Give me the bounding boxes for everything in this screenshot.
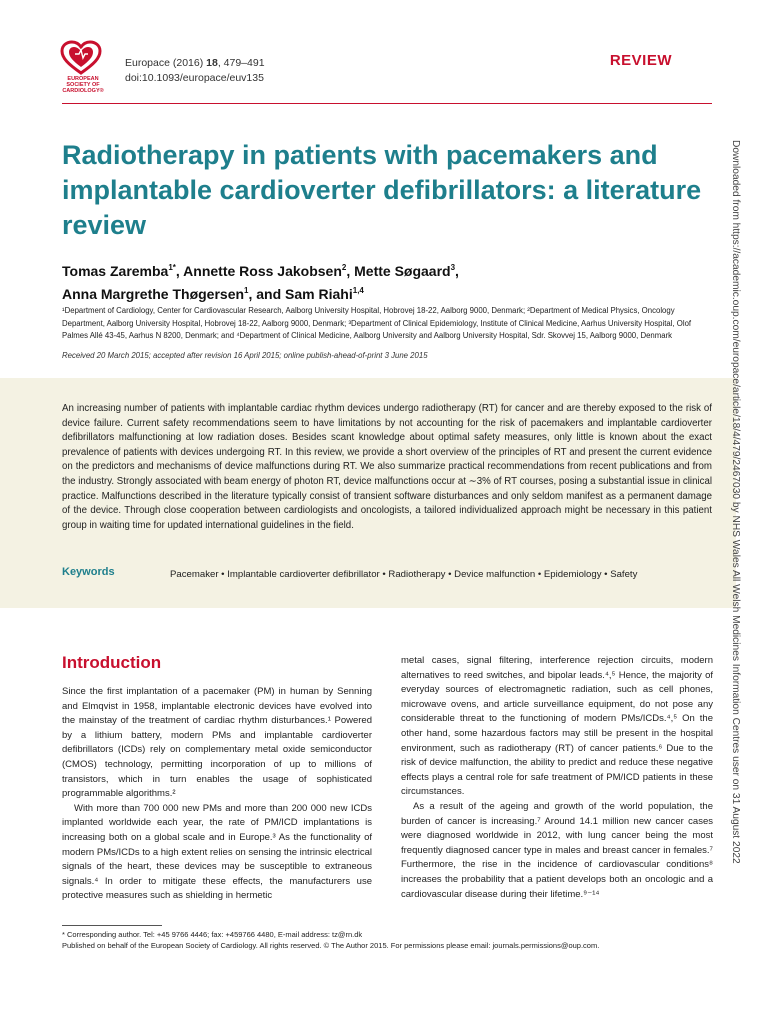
paragraph: Since the first implantation of a pacemaker (PM) in human by Senning and Elmqvist in 1958, implantable electronic devices have evolved into the mainstay of the treatment of cardiac rhythm disturbances.¹ Powered by a lithium battery, modern PMs and implantable cardioverter defibrillators (ICDs) rely on complementary metal oxide semiconductor (CMOS) technology, permitting incorporation of up to millions of transistors, which in turn enables the usage of sophisticated programmable algorithms.²: [62, 686, 372, 800]
journal-name: Europace (2016): [125, 57, 207, 69]
paragraph: With more than 700 000 new PMs and more than 200 000 new ICDs implanted worldwide each year, the rate of PM/ICD implantations is increasing both on a global scale and in Europe.³ As the functionality of modern PMs/ICDs to a high extent relies on sensing the intrinsic electrical signals of the heart, these devices may be susceptible to extraneous signals.⁴ In order to mitigate these effects, the manufacturers use protective measures such as shielding in hermetic: [62, 802, 372, 902]
keywords-label: Keywords: [62, 566, 115, 578]
citation: [125, 56, 265, 86]
author-affiliation-marker: 1,4: [352, 286, 364, 295]
author-name: Anna Margrethe Thøgersen: [62, 286, 245, 302]
logo-text: EUROPEAN SOCIETY OF CARDIOLOGY®: [62, 76, 104, 94]
author-name: Annette Ross Jakobsen: [183, 263, 342, 279]
author-list: [62, 258, 702, 304]
keywords-list: Pacemaker • Implantable cardioverter defibrillator • Radiotherapy • Device malfunction • Epidemiology • Safety: [170, 569, 638, 580]
author-name: Mette Søgaard: [354, 263, 451, 279]
corresponding-author: * Corresponding author. Tel: +45 9766 4446; fax: +459766 4480, E-mail address: tz@rn.dk: [62, 930, 363, 939]
footnotes: [62, 929, 712, 951]
author-affiliation-marker: 2: [341, 263, 347, 272]
author-separator: ,: [455, 263, 459, 279]
doi[interactable]: doi:10.1093/europace/euv135: [125, 72, 264, 84]
article-dates: Received 20 March 2015; accepted after revision 16 April 2015; online publish-ahead-of-print 3 June 2015: [62, 351, 428, 360]
volume: 18: [206, 57, 218, 69]
article-title: Radiotherapy in patients with pacemakers and implantable cardioverter defibrillators: a literature review: [62, 140, 702, 240]
section-label: REVIEW: [609, 52, 672, 69]
footnote-divider: [62, 925, 162, 926]
body-column-left: [62, 685, 372, 904]
author-name: Sam Riahi: [285, 286, 353, 302]
paragraph: metal cases, signal filtering, interference rejection circuits, modern alternatives to reed switches, and bipolar leads.⁴,⁵ Hence, the majority of everyday sources of electromagnetic radiation, such as cell phones, microwave ovens, and article surveillance equipment, do not pose any considerable threat to the functioning of modern PMs/ICDs.⁴,⁵ On the other hand, some hazardous factors may still be present in the hospital environment, such as radiotherapy (RT) of cancer patients.⁶ Due to the risk of device malfunction, the ability to predict and reduce these negative effects plays a central role for safe treatment of PM/ICD patients in these circumstances.: [401, 655, 713, 798]
body-column-right: [401, 654, 713, 902]
section-heading-introduction: Introduction: [62, 653, 162, 672]
author-separator: ,: [346, 263, 355, 279]
author-affiliation-marker: 3: [450, 263, 456, 272]
author-affiliation-marker: 1*: [168, 263, 176, 272]
author-affiliation-marker: 1: [244, 286, 249, 295]
download-sidebar: [727, 140, 747, 1000]
download-sidebar-svg: [727, 140, 747, 1000]
author-separator: ,: [175, 263, 184, 279]
affiliations: ¹Department of Cardiology, Center for Cardiovascular Research, Aalborg University Hospital, Hobrovej 18-22, Aalborg 9000, Denmark; ²Department of Medical Physics, Oncology Department, Aalborg University Hospital, Hobrovej 18-22, Aalborg 9000, Denmark; ³Department of Clinical Epidemiology, Institute of Clinical Medicine, Aarhus University Hospital, Olof Palmes Allé 43-45, Aarhus N 8200, Denmark; and ⁴Department of Clinical Medicine, Aalborg University and Aalborg University Hospital, Sdr. Skovvej 15, Aalborg 9000, Denmark: [62, 306, 692, 341]
publisher-note: Published on behalf of the European Society of Cardiology. All rights reserved. © The Author 2015. For permissions please email: journals.permissions@oup.com.: [62, 941, 600, 950]
abstract-text: An increasing number of patients with implantable cardiac rhythm devices undergo radiotherapy (RT) for cancer and are thereby exposed to the risk of device failure. Current safety recommendations seem to have limitations by not accounting for the risk of pacemakers and implantable cardioverter defibrillators malfunctioning at low radiation doses. Besides scant knowledge about optimal safety measures, only little is known about the exact prevalence of patients with devices undergoing RT. In this review, we provide a short overview of the principles of RT and present the current evidence on the predictors and mechanisms of device malfunctions during RT. We also summarize practical recommendations from recent publications and from the industry. Strongly associated with beam energy of photon RT, device malfunctions occur at ∼3% of RT courses, posing a substantial issue in clinical practice. Malfunctions described in the literature typically consist of transient software disturbances and only seldom manifest as a permanent damage of the device. Through close cooperation between cardiologists and oncologists, a tailored individualized approach might be necessary in this patient group in waiting time for updated international guidelines in the field.: [62, 403, 712, 531]
author-separator: , and: [248, 286, 286, 302]
author-name: Tomas Zaremba: [62, 263, 169, 279]
header-divider: [62, 103, 712, 104]
download-note: Downloaded from https://academic.oup.com/europace/article/18/4/479/2467030 by NHS Wales All Welsh Medicines Information Centres user on 31 August 2022: [730, 140, 741, 864]
pages: , 479–491: [217, 57, 265, 69]
paragraph: As a result of the ageing and growth of the world population, the burden of cancer is increasing.⁷ Around 14.1 million new cancer cases were diagnosed worldwide in 2012, with lung cancer being the most frequently diagnosed cancer type in males and breast cancer in females.⁷ Furthermore, the rise in the incidence of cardiovascular conditions⁸ increases the probability that a patient develops both an oncologic and a cardiovascular disease during their lifetime.⁹⁻¹⁴: [401, 800, 713, 900]
heart-logo-icon: [58, 40, 104, 76]
